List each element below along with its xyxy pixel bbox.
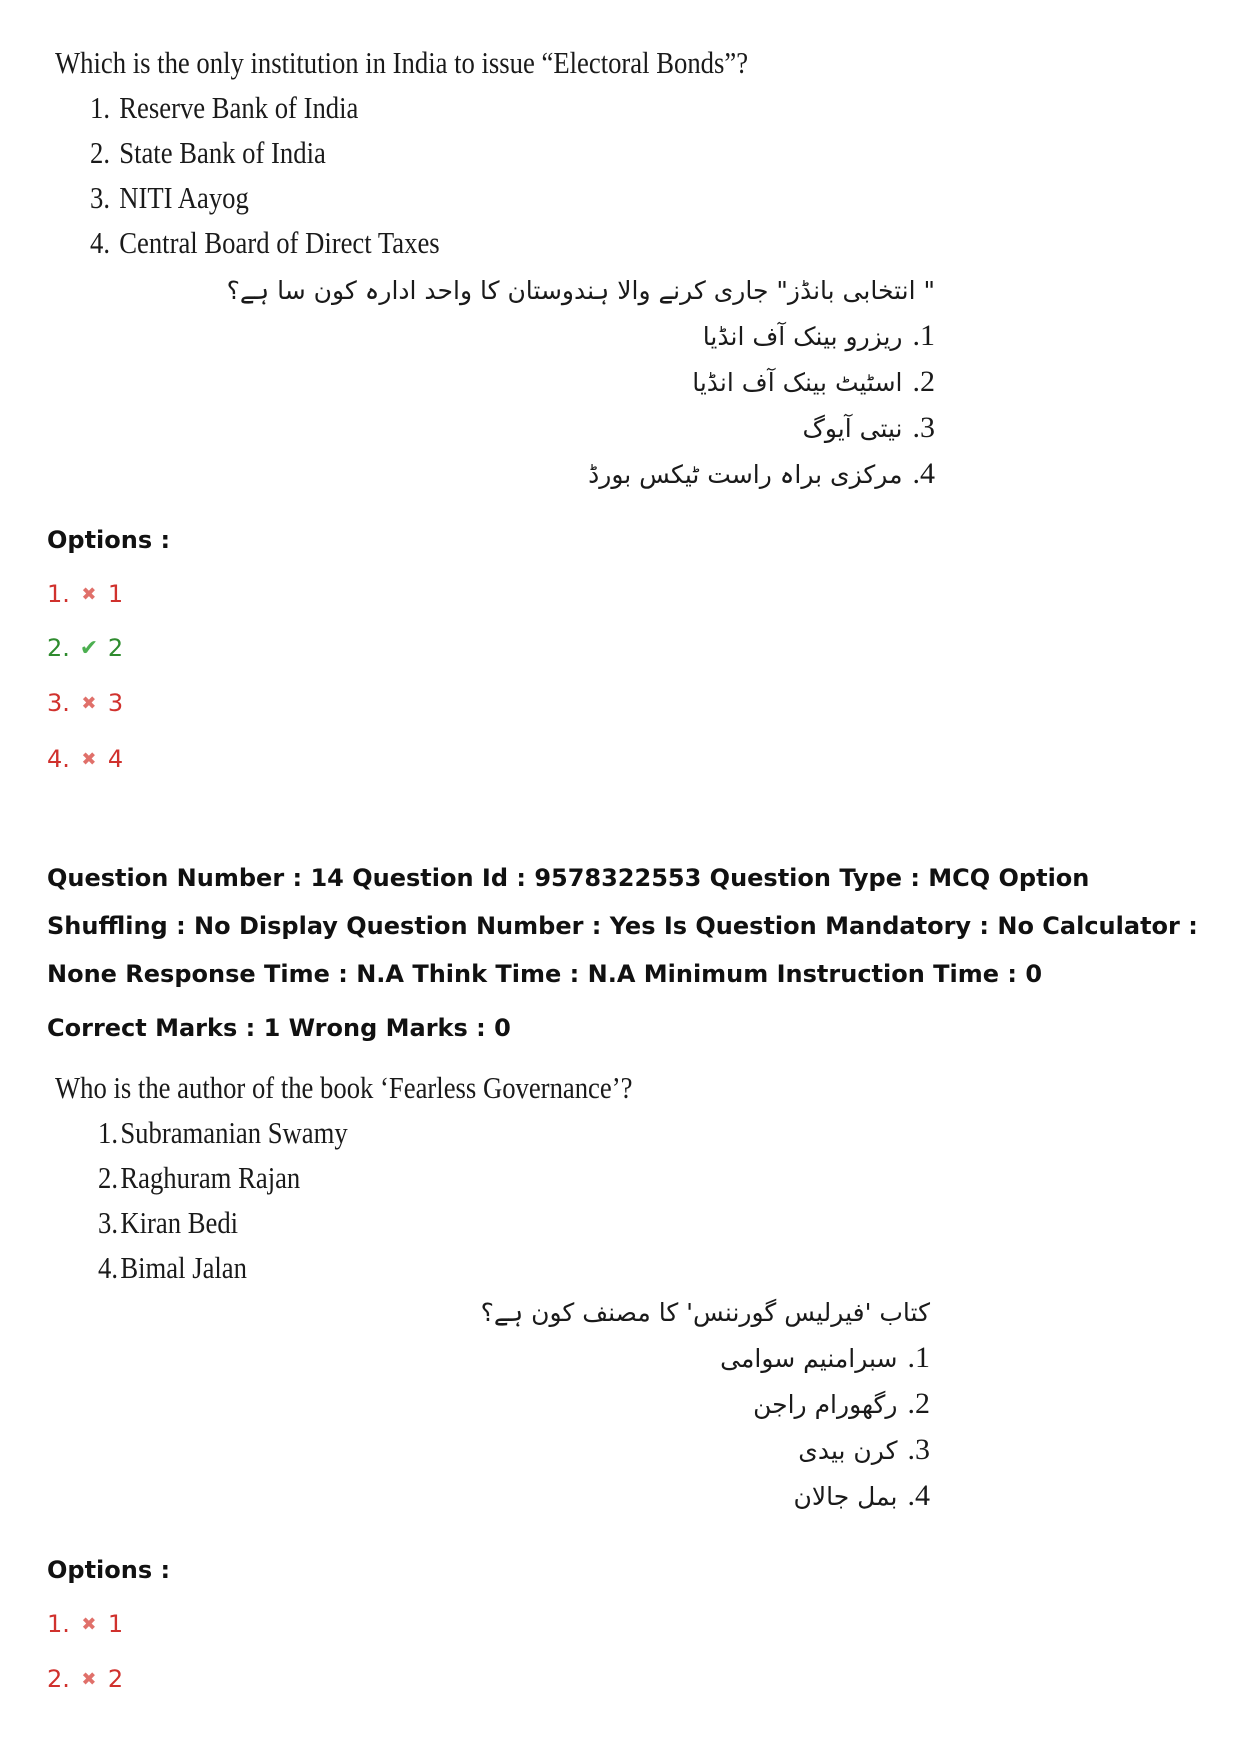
choice-list xyxy=(98,1110,726,1290)
cross-icon: ✖ xyxy=(81,748,97,770)
question-marks: Correct Marks : 1 Wrong Marks : 0 xyxy=(47,1014,511,1042)
choice-item xyxy=(90,85,753,130)
option-label: 1 xyxy=(107,1610,124,1638)
choice-item xyxy=(90,130,753,175)
choice-number: 1. xyxy=(98,1115,118,1150)
option-number: 2. xyxy=(47,1665,70,1693)
option-label: 4 xyxy=(107,745,124,773)
choice-text: ریزرو بینک آف انڈیا xyxy=(702,322,903,351)
choice-number: 2. xyxy=(90,135,110,170)
choice-number: 3. xyxy=(912,411,935,444)
option-number: 4. xyxy=(47,745,70,773)
choice-text: بمل جالان xyxy=(793,1482,898,1511)
choice-number: 1. xyxy=(90,90,110,125)
choice-item xyxy=(227,313,935,359)
choice-number: 2. xyxy=(98,1160,118,1195)
choice-text: اسٹیٹ بینک آف انڈیا xyxy=(692,368,903,397)
choice-text: Kiran Bedi xyxy=(120,1205,239,1240)
option-3[interactable] xyxy=(47,689,123,717)
option-2[interactable] xyxy=(47,1665,123,1693)
choice-text: کرن بیدی xyxy=(798,1436,898,1465)
choice-number: 3. xyxy=(90,180,110,215)
option-2[interactable] xyxy=(47,634,123,662)
choice-number: 2. xyxy=(907,1387,930,1420)
choice-list xyxy=(481,1335,930,1519)
question-13-english xyxy=(55,40,861,265)
option-1[interactable] xyxy=(47,580,123,608)
question-stem: " انتخابی بانڈز" جاری کرنے والا ہندوستان کا واحد ادارہ کون سا ہے؟ xyxy=(226,276,935,305)
option-4[interactable] xyxy=(47,745,123,773)
choice-item xyxy=(98,1245,638,1290)
option-label: 1 xyxy=(107,580,124,608)
choice-item xyxy=(98,1200,638,1245)
choice-item xyxy=(481,1427,930,1473)
check-icon: ✔ xyxy=(79,635,99,661)
cross-icon: ✖ xyxy=(81,583,97,605)
option-number: 3. xyxy=(47,689,70,717)
options-heading: Options : xyxy=(47,1556,171,1584)
question-14-urdu xyxy=(481,1290,930,1519)
choice-text: Raghuram Rajan xyxy=(120,1160,301,1195)
choice-item xyxy=(90,220,753,265)
choice-list xyxy=(90,85,861,265)
choice-item xyxy=(227,359,935,405)
choice-number: 4. xyxy=(907,1479,930,1512)
choice-text: Central Board of Direct Taxes xyxy=(119,225,440,260)
choice-text: سبرامنیم سوامی xyxy=(720,1344,898,1373)
choice-number: 1. xyxy=(912,319,935,352)
choice-item xyxy=(481,1335,930,1381)
choice-text: NITI Aayog xyxy=(119,180,249,215)
choice-number: 4. xyxy=(912,457,935,490)
cross-icon: ✖ xyxy=(81,1613,97,1635)
option-label: 2 xyxy=(107,634,124,662)
choice-number: 3. xyxy=(907,1433,930,1466)
choice-text: رگھورام راجن xyxy=(753,1390,898,1419)
cross-icon: ✖ xyxy=(81,692,97,714)
choice-item xyxy=(90,175,753,220)
choice-item xyxy=(227,405,935,451)
question-stem: Which is the only institution in India to issue “Electoral Bonds”? xyxy=(55,45,749,80)
choice-text: Reserve Bank of India xyxy=(119,90,359,125)
option-number: 2. xyxy=(47,634,70,662)
option-number: 1. xyxy=(47,1610,70,1638)
choice-number: 4. xyxy=(98,1250,118,1285)
question-stem: کتاب 'فیرلیس گورننس' کا مصنف کون ہے؟ xyxy=(480,1298,930,1327)
question-13-urdu xyxy=(227,268,935,497)
question-meta: Question Number : 14 Question Id : 9578322553 Question Type : MCQ Option Shuffling : No Display Question Number : Yes Is Question Mandatory : No Calculator : None Response Time : N.A Think Time : N.A Minimum Instruction Time : 0 xyxy=(47,864,1198,988)
choice-number: 3. xyxy=(98,1205,118,1240)
choice-item xyxy=(227,451,935,497)
options-heading: Options : xyxy=(47,526,171,554)
choice-text: State Bank of India xyxy=(119,135,326,170)
choice-item xyxy=(98,1110,638,1155)
option-label: 2 xyxy=(107,1665,124,1693)
choice-list xyxy=(227,313,935,497)
choice-item xyxy=(481,1381,930,1427)
option-label: 3 xyxy=(107,689,124,717)
choice-text: مرکزی براہ راست ٹیکس بورڈ xyxy=(588,460,903,489)
cross-icon: ✖ xyxy=(81,1668,97,1690)
choice-number: 2. xyxy=(912,365,935,398)
question-14-english xyxy=(55,1065,726,1290)
choice-item xyxy=(98,1155,638,1200)
choice-item xyxy=(481,1473,930,1519)
question-stem: Who is the author of the book ‘Fearless Governance’? xyxy=(55,1070,633,1105)
option-1[interactable] xyxy=(47,1610,123,1638)
choice-text: Bimal Jalan xyxy=(120,1250,247,1285)
choice-text: Subramanian Swamy xyxy=(120,1115,348,1150)
option-number: 1. xyxy=(47,580,70,608)
choice-text: نیتی آیوگ xyxy=(802,414,903,443)
choice-number: 1. xyxy=(907,1341,930,1374)
choice-number: 4. xyxy=(90,225,110,260)
